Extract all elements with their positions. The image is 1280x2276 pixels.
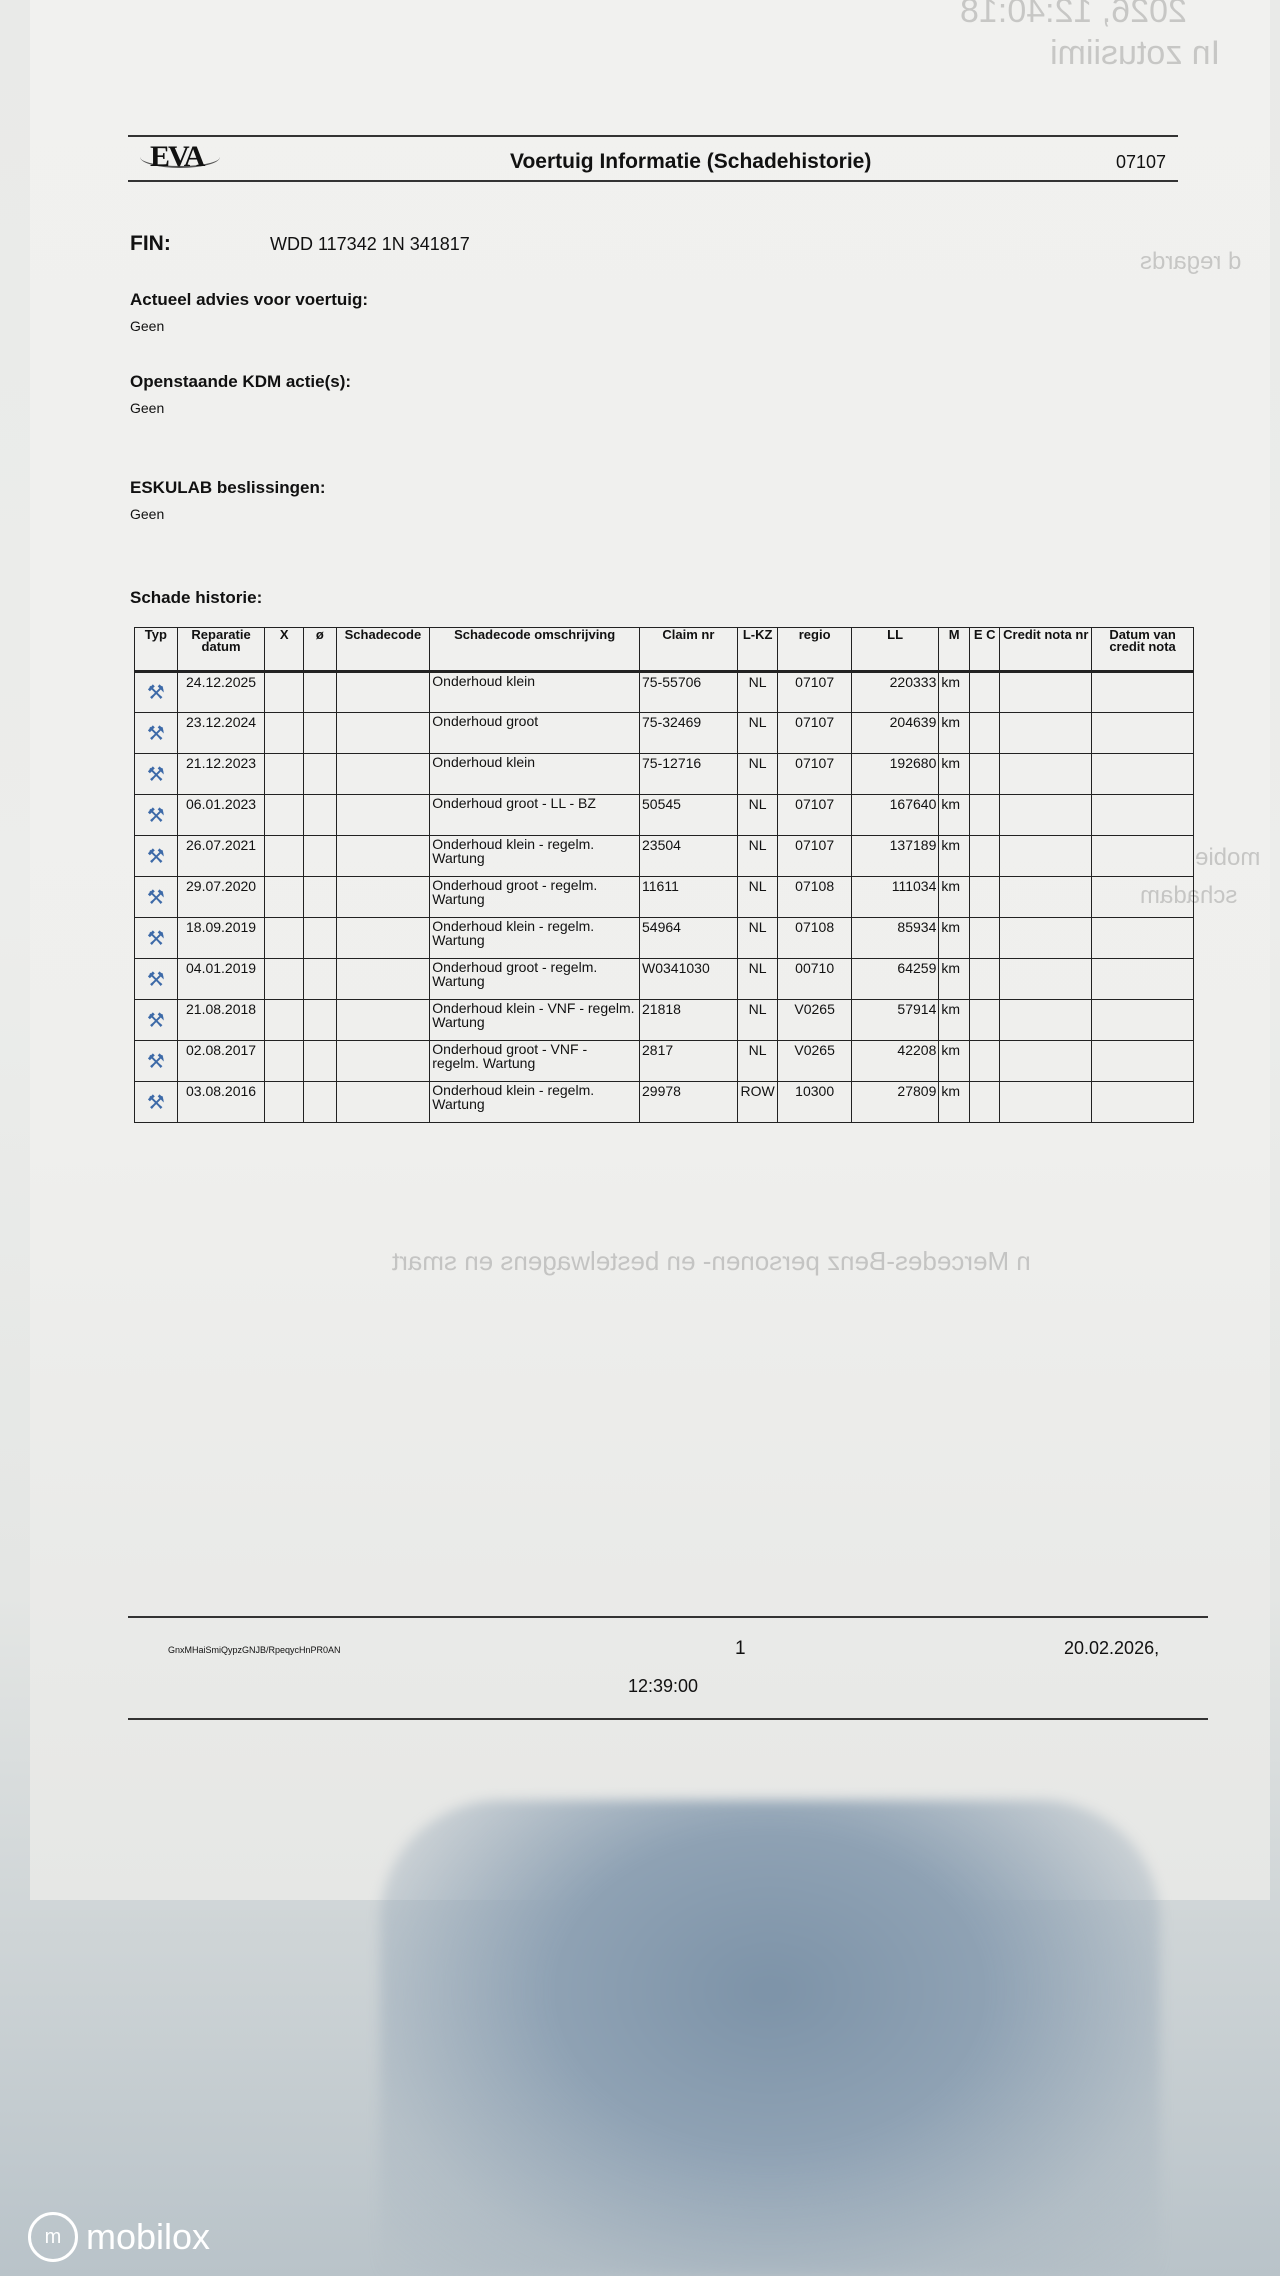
- credit-nota-cell: [1000, 713, 1092, 754]
- column-header: ø: [304, 628, 337, 672]
- regio-cell: V0265: [778, 1041, 851, 1082]
- table-row: [135, 1041, 1194, 1082]
- credit-date-cell: [1092, 1041, 1194, 1082]
- mileage-cell: 220333: [851, 672, 939, 713]
- table-row: [135, 877, 1194, 918]
- credit-date-cell: [1092, 713, 1194, 754]
- x-cell: [265, 672, 304, 713]
- table-row: [135, 1000, 1194, 1041]
- print-time: 12:39:00: [628, 1676, 699, 1696]
- diameter-cell: [304, 672, 337, 713]
- print-date: 20.02.2026,: [1064, 1638, 1160, 1658]
- page-number: 1: [735, 1638, 746, 1659]
- repair-date-cell: 26.07.2021: [177, 836, 265, 877]
- x-cell: [265, 918, 304, 959]
- unit-cell: km: [939, 795, 970, 836]
- wrench-icon: ⚒: [135, 877, 178, 918]
- wrench-icon: ⚒: [135, 1000, 178, 1041]
- history-table: [134, 627, 1194, 1123]
- schadecode-cell: [336, 1000, 430, 1041]
- repair-date-cell: 06.01.2023: [177, 795, 265, 836]
- description-cell: Onderhoud klein: [430, 754, 640, 795]
- phone-shadow: [380, 1800, 1160, 2276]
- schadecode-cell: [336, 959, 430, 1000]
- regio-cell: V0265: [778, 1000, 851, 1041]
- unit-cell: km: [939, 959, 970, 1000]
- ec-cell: [969, 1082, 1000, 1123]
- column-header: Datum van credit nota: [1092, 628, 1194, 672]
- advies-value: Geen: [130, 318, 165, 334]
- column-header: LL: [851, 628, 939, 672]
- diameter-cell: [304, 713, 337, 754]
- lkz-cell: NL: [737, 672, 778, 713]
- repair-date-cell: 29.07.2020: [177, 877, 265, 918]
- diameter-cell: [304, 795, 337, 836]
- description-cell: Onderhoud klein - VNF - regelm. Wartung: [430, 1000, 640, 1041]
- description-cell: Onderhoud groot - regelm. Wartung: [430, 877, 640, 918]
- ec-cell: [969, 713, 1000, 754]
- repair-date-cell: 24.12.2025: [177, 672, 265, 713]
- unit-cell: km: [939, 672, 970, 713]
- column-header: X: [265, 628, 304, 672]
- credit-nota-cell: [1000, 672, 1092, 713]
- credit-nota-cell: [1000, 918, 1092, 959]
- credit-nota-cell: [1000, 877, 1092, 918]
- repair-date-cell: 21.12.2023: [177, 754, 265, 795]
- ec-cell: [969, 754, 1000, 795]
- table-row: [135, 918, 1194, 959]
- column-header: Credit nota nr: [1000, 628, 1092, 672]
- credit-date-cell: [1092, 795, 1194, 836]
- bleed-through-text: schadam: [1140, 882, 1238, 909]
- unit-cell: km: [939, 877, 970, 918]
- mileage-cell: 204639: [851, 713, 939, 754]
- wrench-icon: ⚒: [135, 1082, 178, 1123]
- wrench-icon: ⚒: [135, 672, 178, 713]
- table-row: [135, 959, 1194, 1000]
- claim-cell: 21818: [640, 1000, 738, 1041]
- lkz-cell: NL: [737, 754, 778, 795]
- ec-cell: [969, 672, 1000, 713]
- mileage-cell: 57914: [851, 1000, 939, 1041]
- lkz-cell: NL: [737, 959, 778, 1000]
- repair-date-cell: 02.08.2017: [177, 1041, 265, 1082]
- ec-cell: [969, 959, 1000, 1000]
- x-cell: [265, 1041, 304, 1082]
- credit-date-cell: [1092, 959, 1194, 1000]
- credit-date-cell: [1092, 877, 1194, 918]
- document-code: 07107: [1116, 152, 1167, 172]
- footer-rule-bottom: [128, 1718, 1208, 1720]
- credit-nota-cell: [1000, 795, 1092, 836]
- mileage-cell: 192680: [851, 754, 939, 795]
- mileage-cell: 137189: [851, 836, 939, 877]
- ec-cell: [969, 877, 1000, 918]
- history-header-row: [135, 628, 1194, 672]
- claim-cell: 29978: [640, 1082, 738, 1123]
- eva-logo: EVA: [150, 140, 204, 173]
- schadecode-cell: [336, 877, 430, 918]
- mobilox-logo-icon: m: [28, 2212, 78, 2262]
- unit-cell: km: [939, 836, 970, 877]
- ec-cell: [969, 1000, 1000, 1041]
- schadecode-cell: [336, 1082, 430, 1123]
- footer-hash: GnxMHaiSmiQypzGNJB/RpeqycHnPR0AN: [168, 1645, 341, 1655]
- bleed-through-text: n Mercedes-Benz personen- en bestelwagens en smart: [392, 1246, 1031, 1276]
- regio-cell: 07107: [778, 672, 851, 713]
- lkz-cell: NL: [737, 836, 778, 877]
- claim-cell: 50545: [640, 795, 738, 836]
- document-title: Voertuig Informatie (Schadehistorie): [510, 150, 872, 173]
- table-row: [135, 836, 1194, 877]
- bleed-through-text: mobie: [1195, 844, 1261, 871]
- unit-cell: km: [939, 754, 970, 795]
- fin-value: WDD 117342 1N 341817: [270, 234, 470, 254]
- repair-date-cell: 04.01.2019: [177, 959, 265, 1000]
- footer-rule-top: [128, 1616, 1208, 1618]
- kdm-title: Openstaande KDM actie(s):: [130, 372, 352, 391]
- wrench-icon: ⚒: [135, 713, 178, 754]
- column-header: Reparatie datum: [177, 628, 265, 672]
- table-row: [135, 795, 1194, 836]
- wrench-icon: ⚒: [135, 918, 178, 959]
- bleed-through-text: 2026, 12:40:18: [960, 0, 1187, 30]
- credit-nota-cell: [1000, 1000, 1092, 1041]
- description-cell: Onderhoud groot - VNF - regelm. Wartung: [430, 1041, 640, 1082]
- lkz-cell: NL: [737, 877, 778, 918]
- column-header: Schadecode: [336, 628, 430, 672]
- x-cell: [265, 1000, 304, 1041]
- lkz-cell: NL: [737, 918, 778, 959]
- claim-cell: 75-12716: [640, 754, 738, 795]
- credit-nota-cell: [1000, 1041, 1092, 1082]
- diameter-cell: [304, 754, 337, 795]
- column-header: Claim nr: [640, 628, 738, 672]
- lkz-cell: NL: [737, 1000, 778, 1041]
- credit-date-cell: [1092, 672, 1194, 713]
- table-row: [135, 672, 1194, 713]
- regio-cell: 07107: [778, 713, 851, 754]
- mileage-cell: 167640: [851, 795, 939, 836]
- diameter-cell: [304, 1082, 337, 1123]
- mileage-cell: 64259: [851, 959, 939, 1000]
- column-header: regio: [778, 628, 851, 672]
- credit-nota-cell: [1000, 836, 1092, 877]
- mobilox-watermark: [28, 2212, 210, 2262]
- description-cell: Onderhoud groot - regelm. Wartung: [430, 959, 640, 1000]
- table-row: [135, 1082, 1194, 1123]
- credit-nota-cell: [1000, 1082, 1092, 1123]
- table-row: [135, 754, 1194, 795]
- wrench-icon: ⚒: [135, 836, 178, 877]
- description-cell: Onderhoud groot: [430, 713, 640, 754]
- description-cell: Onderhoud klein - regelm. Wartung: [430, 1082, 640, 1123]
- lkz-cell: ROW: [737, 1082, 778, 1123]
- regio-cell: 07108: [778, 877, 851, 918]
- wrench-icon: ⚒: [135, 959, 178, 1000]
- column-header: M: [939, 628, 970, 672]
- claim-cell: 2817: [640, 1041, 738, 1082]
- eskulab-value: Geen: [130, 506, 165, 522]
- unit-cell: km: [939, 1000, 970, 1041]
- schadecode-cell: [336, 1041, 430, 1082]
- ec-cell: [969, 1041, 1000, 1082]
- credit-date-cell: [1092, 1000, 1194, 1041]
- wrench-icon: ⚒: [135, 754, 178, 795]
- x-cell: [265, 713, 304, 754]
- x-cell: [265, 1082, 304, 1123]
- credit-nota-cell: [1000, 754, 1092, 795]
- description-cell: Onderhoud klein: [430, 672, 640, 713]
- schadecode-cell: [336, 836, 430, 877]
- wrench-icon: ⚒: [135, 795, 178, 836]
- regio-cell: 07107: [778, 795, 851, 836]
- description-cell: Onderhoud klein - regelm. Wartung: [430, 836, 640, 877]
- column-header: L-KZ: [737, 628, 778, 672]
- claim-cell: 23504: [640, 836, 738, 877]
- ec-cell: [969, 918, 1000, 959]
- unit-cell: km: [939, 1041, 970, 1082]
- mobilox-brand-label: mobilox: [86, 2216, 211, 2257]
- regio-cell: 07107: [778, 754, 851, 795]
- column-header: Typ: [135, 628, 178, 672]
- fin-label: FIN:: [130, 232, 171, 255]
- credit-date-cell: [1092, 918, 1194, 959]
- description-cell: Onderhoud klein - regelm. Wartung: [430, 918, 640, 959]
- table-row: [135, 713, 1194, 754]
- history-body: [135, 672, 1194, 1123]
- regio-cell: 10300: [778, 1082, 851, 1123]
- claim-cell: 75-32469: [640, 713, 738, 754]
- repair-date-cell: 18.09.2019: [177, 918, 265, 959]
- regio-cell: 07108: [778, 918, 851, 959]
- claim-cell: 75-55706: [640, 672, 738, 713]
- x-cell: [265, 836, 304, 877]
- lkz-cell: NL: [737, 713, 778, 754]
- claim-cell: W0341030: [640, 959, 738, 1000]
- regio-cell: 00710: [778, 959, 851, 1000]
- ec-cell: [969, 836, 1000, 877]
- history-title: Schade historie:: [130, 588, 263, 607]
- schadecode-cell: [336, 918, 430, 959]
- credit-date-cell: [1092, 1082, 1194, 1123]
- claim-cell: 11611: [640, 877, 738, 918]
- ec-cell: [969, 795, 1000, 836]
- unit-cell: km: [939, 713, 970, 754]
- column-header: Schadecode omschrijving: [430, 628, 640, 672]
- diameter-cell: [304, 836, 337, 877]
- advies-title: Actueel advies voor voertuig:: [130, 290, 369, 309]
- schadecode-cell: [336, 672, 430, 713]
- repair-date-cell: 03.08.2016: [177, 1082, 265, 1123]
- schadecode-cell: [336, 754, 430, 795]
- unit-cell: km: [939, 918, 970, 959]
- description-cell: Onderhoud groot - LL - BZ: [430, 795, 640, 836]
- claim-cell: 54964: [640, 918, 738, 959]
- regio-cell: 07107: [778, 836, 851, 877]
- credit-nota-cell: [1000, 959, 1092, 1000]
- x-cell: [265, 959, 304, 1000]
- lkz-cell: NL: [737, 795, 778, 836]
- repair-date-cell: 21.08.2018: [177, 1000, 265, 1041]
- kdm-value: Geen: [130, 400, 165, 416]
- diameter-cell: [304, 959, 337, 1000]
- wrench-icon: ⚒: [135, 1041, 178, 1082]
- diameter-cell: [304, 1000, 337, 1041]
- bleed-through-text: In zotusiimi: [1050, 34, 1221, 72]
- diameter-cell: [304, 1041, 337, 1082]
- header-rule-bottom: [128, 180, 1178, 182]
- mileage-cell: 42208: [851, 1041, 939, 1082]
- credit-date-cell: [1092, 836, 1194, 877]
- lkz-cell: NL: [737, 1041, 778, 1082]
- mileage-cell: 111034: [851, 877, 939, 918]
- mileage-cell: 27809: [851, 1082, 939, 1123]
- schadecode-cell: [336, 795, 430, 836]
- x-cell: [265, 877, 304, 918]
- x-cell: [265, 754, 304, 795]
- unit-cell: km: [939, 1082, 970, 1123]
- x-cell: [265, 795, 304, 836]
- column-header: E C: [969, 628, 1000, 672]
- mileage-cell: 85934: [851, 918, 939, 959]
- eskulab-title: ESKULAB beslissingen:: [130, 478, 326, 497]
- repair-date-cell: 23.12.2024: [177, 713, 265, 754]
- diameter-cell: [304, 877, 337, 918]
- bleed-through-text: d regards: [1140, 248, 1242, 275]
- credit-date-cell: [1092, 754, 1194, 795]
- schadecode-cell: [336, 713, 430, 754]
- header-rule-top: [128, 135, 1178, 137]
- diameter-cell: [304, 918, 337, 959]
